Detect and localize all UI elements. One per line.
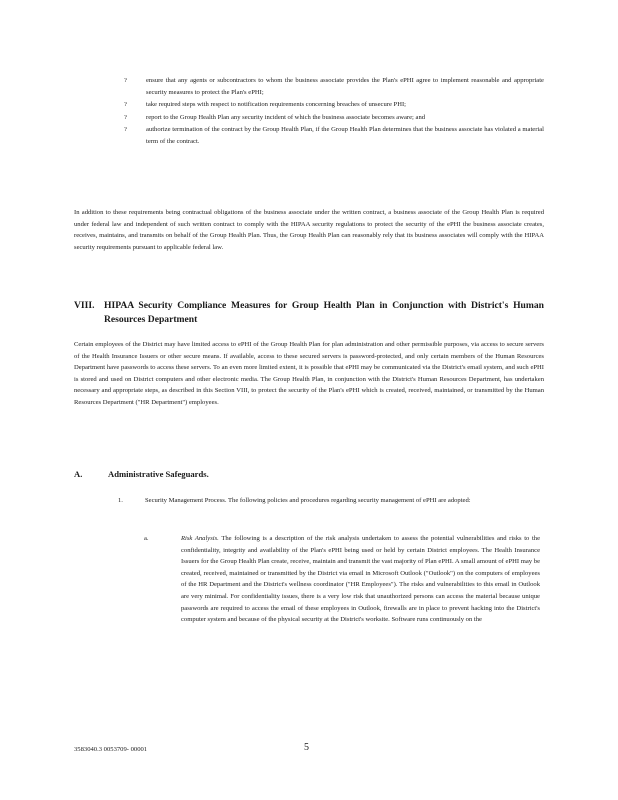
- section-title: HIPAA Security Compliance Measures for Group Health Plan in Conjunction with District's Human Resources Department: [104, 300, 544, 325]
- section-number: VIII.: [74, 300, 95, 311]
- list-item: [124, 124, 544, 147]
- bullet-text: take required steps with respect to notification requirements concerning breaches of unsecure PHI;: [146, 101, 406, 109]
- document-id: 3583040.3 0053709- 00001: [74, 746, 148, 753]
- lettered-item: [144, 533, 540, 626]
- bullet-text: ensure that any agents or subcontractors to whom the business associate provides the Plan's ePHI agree to implement reasonable and appropriate security measures to protect the Plan's ePHI;: [146, 77, 544, 96]
- numbered-item: [118, 495, 538, 507]
- bullet-text: report to the Group Health Plan any security incident of which the business associate becomes aware; and: [146, 113, 426, 121]
- item-number: 1.: [118, 497, 123, 504]
- list-item: [124, 99, 544, 111]
- bullet-marker: ?: [124, 113, 127, 121]
- intro-paragraph: In addition to these requirements being contractual obligations of the business associate under the written contract, a business associate of the Group Health Plan is required under federal law and independent of such written contract to comply with the HIPAA security regulations to protect the security of the ePHI the business associate creates, receives, maintains, and transmits on behalf of the Group Health Plan. Thus, the Group Health Plan can reasonably rely that its business associates will comply with the HIPAA security requirements pursuant to applicable federal law.: [74, 209, 544, 251]
- subsection-title: Administrative Safeguards.: [108, 469, 209, 479]
- item-letter: a.: [144, 535, 149, 542]
- section-paragraph: Certain employees of the District may have limited access to ePHI of the Group Health Plan for plan administration and other permissible purposes, via access to secure servers of the Health Insurance Issuers or other secure means. If available, access to these secured servers is password-protected, and only certain members of the Human Resources Department have passwords to access these servers. To an even more limited extent, it is possible that ePHI may be communicated via the District's email system, and such ePHI is stored and used on District computers and other electronic media. The Group Health Plan, in conjunction with the District's Human Resources Department, has undertaken necessary and appropriate steps, as described in this Section VIII, to protect the security of the Plan's ePHI which is created, received, maintained, or transmitted by the Human Resources Department ("HR Department") employees.: [74, 341, 544, 406]
- page-number: 5: [304, 742, 309, 753]
- bullet-marker: ?: [124, 77, 127, 84]
- section-heading: [74, 299, 544, 326]
- subsection-letter: A.: [74, 469, 83, 479]
- list-item: [124, 75, 544, 98]
- bullet-marker: ?: [124, 126, 127, 134]
- bullet-marker: ?: [124, 101, 127, 109]
- item-text: Security Management Process. The following policies and procedures regarding security management of ePHI are adopted:: [145, 497, 471, 504]
- item-text: The following is a description of the risk analysis undertaken to assess the potential vulnerabilities and risks to the confidentiality, integrity and availability of the Plan's ePHI being used or held by certain District employees. The Health Insurance Issuers for the Group Health Plan create, receive, maintain and transmit the vast majority of Plan ePHI. A small amount of ePHI may be created, received, maintained or transmitted by the District via email in Microsoft Outlook ("Outlook") on the computers of employees of the HR Department and the District's wellness coordinator ("HR Employees"). The risks and vulnerabilities to this email in Outlook are very minimal. For confidentiality issues, there is a very low risk that unauthorized persons can access the material because unique passwords are required to access the email of these employees in Outlook, firewalls are in place to prevent hacking into the District's computer system and because of the physical security at the District's worksite. Software runs continuously on the: [181, 535, 541, 624]
- item-body: [181, 533, 540, 626]
- bullet-list: [124, 75, 544, 149]
- item-title: Risk Analysis.: [181, 535, 219, 542]
- list-item: [124, 112, 544, 124]
- bullet-text: authorize termination of the contract by the Group Health Plan, if the Group Health Plan determines that the business associate has violated a material term of the contract.: [146, 126, 544, 145]
